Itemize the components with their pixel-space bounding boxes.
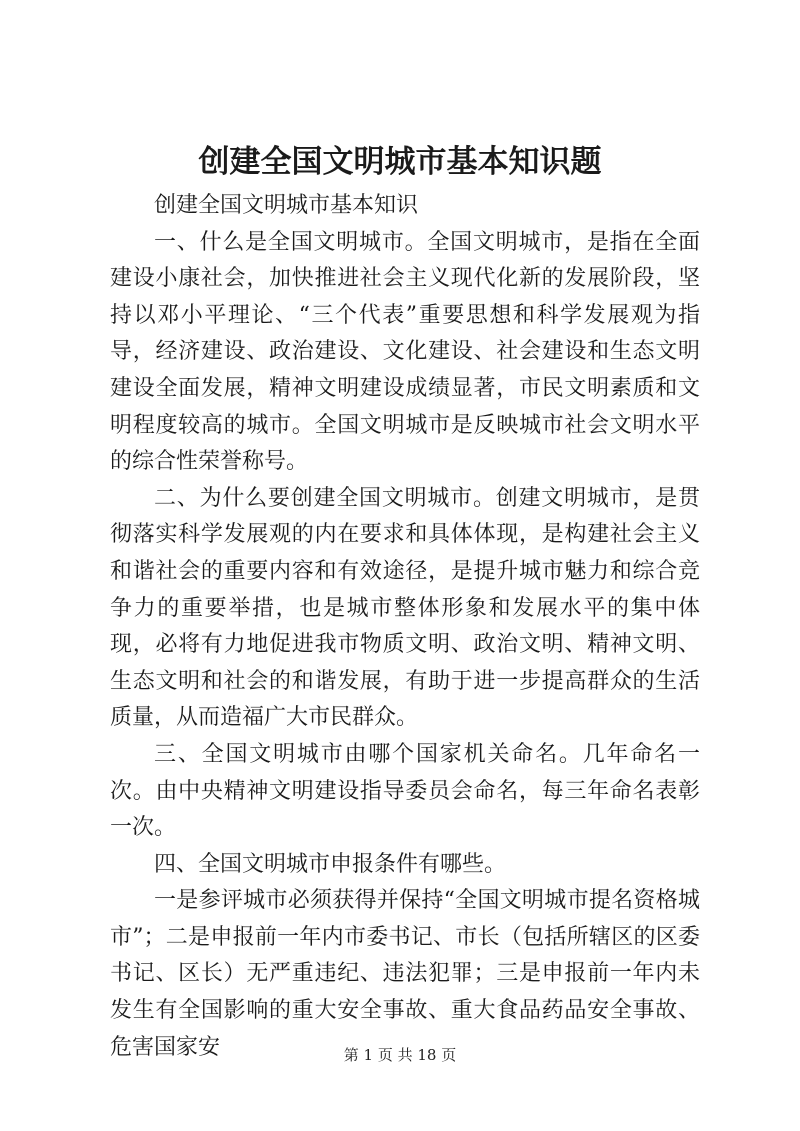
paragraph-section-3: 三、全国文明城市由哪个国家机关命名。几年命名一次。由中央精神文明建设指导委员会命名，每三年命名表彰一次。 [110,741,700,841]
document-title: 创建全国文明城市基本知识题 [198,144,602,180]
paragraph-subtitle: 创建全国文明城市基本知识 [154,193,419,218]
paragraph-section-4-body: 一是参评城市必须获得并保持“全国文明城市提名资格城市”；二是申报前一年内市委书记、市长（包括所辖区的区委书记、区长）无严重违纪、违法犯罪；三是申报前一年内未发生有全国影响的重大安全事故、重大食品药品安全事故、危害国家安 [110,888,700,1060]
paragraph-section-2: 二、为什么要创建全国文明城市。创建文明城市，是贯彻落实科学发展观的内在要求和具体体现，是构建社会主义和谐社会的重要内容和有效途径，是提升城市魅力和综合竞争力的重要举措，也是城市整体形象和发展水平的集中体现，必将有力地促进我市物质文明、政治文明、精神文明、生态文明和社会的和谐发展，有助于进一步提高群众的生活质量，从而造福广大市民群众。 [110,485,700,731]
paragraph-section-1: 一、什么是全国文明城市。全国文明城市，是指在全面建设小康社会，加快推进社会主义现代化新的发展阶段，坚持以邓小平理论、“三个代表”重要思想和科学发展观为指导，经济建设、政治建设、文化建设、社会建设和生态文明建设全面发展，精神文明建设成绩显著，市民文明素质和文明程度较高的城市。全国文明城市是反映城市社会文明水平的综合性荣誉称号。 [110,229,700,475]
document-body [110,188,700,1066]
page-number-footer: 第 1 页 共 18 页 [343,1046,457,1064]
paragraph-section-4-heading: 四、全国文明城市申报条件有哪些。 [154,851,507,877]
